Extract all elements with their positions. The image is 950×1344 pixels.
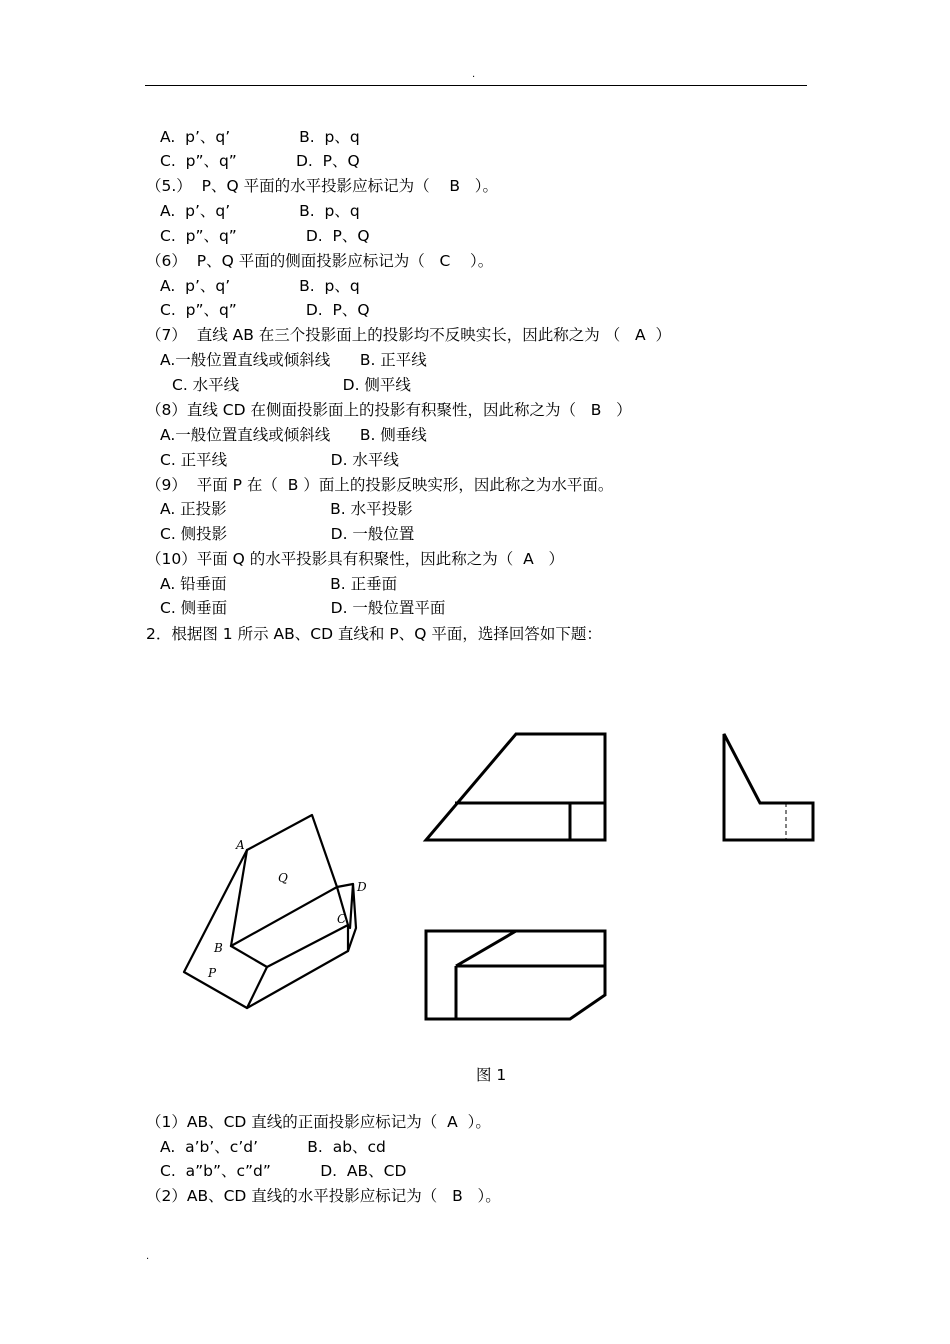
text-line: C. 侧投影 D. 一般位置 bbox=[160, 525, 415, 543]
text-line: A. 铅垂面 B. 正垂面 bbox=[160, 575, 398, 593]
text-line: （6） P、Q 平面的侧面投影应标记为（ C ）。 bbox=[146, 252, 494, 270]
text-line: C. a”b”、c”d” D. AB、CD bbox=[160, 1162, 407, 1180]
side-view bbox=[724, 734, 813, 840]
label-D: D bbox=[357, 880, 367, 894]
text-line: C. p”、q” D. P、Q bbox=[160, 227, 370, 245]
text-line: （1）AB、CD 直线的正面投影应标记为（ A ）。 bbox=[146, 1113, 491, 1131]
text-line: （10）平面 Q 的水平投影具有积聚性，因此称之为（ A ） bbox=[146, 550, 565, 568]
text-line: A. a’b’、c’d’ B. ab、cd bbox=[160, 1138, 386, 1156]
text-line: C. 正平线 D. 水平线 bbox=[160, 451, 399, 469]
label-C: C bbox=[337, 912, 347, 926]
text-line: C. p”、q” D. P、Q bbox=[160, 301, 370, 319]
text-line: A. p’、q’ B. p、q bbox=[160, 277, 360, 295]
isometric-view bbox=[184, 815, 367, 1008]
text-line: （8）直线 CD 在侧面投影面上的投影有积聚性，因此称之为（ B ） bbox=[146, 401, 632, 419]
text-line: C. 侧垂面 D. 一般位置平面 bbox=[160, 599, 446, 617]
text-line: C. 水平线 D. 侧平线 bbox=[172, 376, 411, 394]
front-view bbox=[426, 734, 605, 840]
label-P: P bbox=[208, 966, 217, 980]
top-view bbox=[426, 931, 605, 1019]
footer-mark: . bbox=[146, 1251, 150, 1262]
text-line: 2．根据图 1 所示 AB、CD 直线和 P、Q 平面，选择回答如下题： bbox=[146, 625, 602, 643]
text-line: （7） 直线 AB 在三个投影面上的投影均不反映实长，因此称之为 （ A ） bbox=[146, 326, 671, 344]
header-mark: . bbox=[472, 69, 476, 80]
text-line: A. p’、q’ B. p、q bbox=[160, 128, 360, 146]
text-line: A. p’、q’ B. p、q bbox=[160, 202, 360, 220]
label-B: B bbox=[214, 941, 223, 955]
text-line: （2）AB、CD 直线的水平投影应标记为（ B ）。 bbox=[146, 1187, 501, 1205]
text-line: A.一般位置直线或倾斜线 B. 侧垂线 bbox=[160, 426, 427, 444]
text-line: C. p”、q” D. P、Q bbox=[160, 152, 360, 170]
label-A: A bbox=[236, 838, 245, 852]
text-line: A. 正投影 B. 水平投影 bbox=[160, 500, 413, 518]
text-line: A.一般位置直线或倾斜线 B. 正平线 bbox=[160, 351, 427, 369]
label-Q: Q bbox=[278, 871, 288, 885]
text-line: （5.） P、Q 平面的水平投影应标记为（ B ）。 bbox=[146, 177, 498, 195]
figure-caption: 图 1 bbox=[476, 1066, 507, 1084]
text-line: （9） 平面 P 在（ B ）面上的投影反映实形，因此称之为水平面。 bbox=[146, 476, 614, 494]
